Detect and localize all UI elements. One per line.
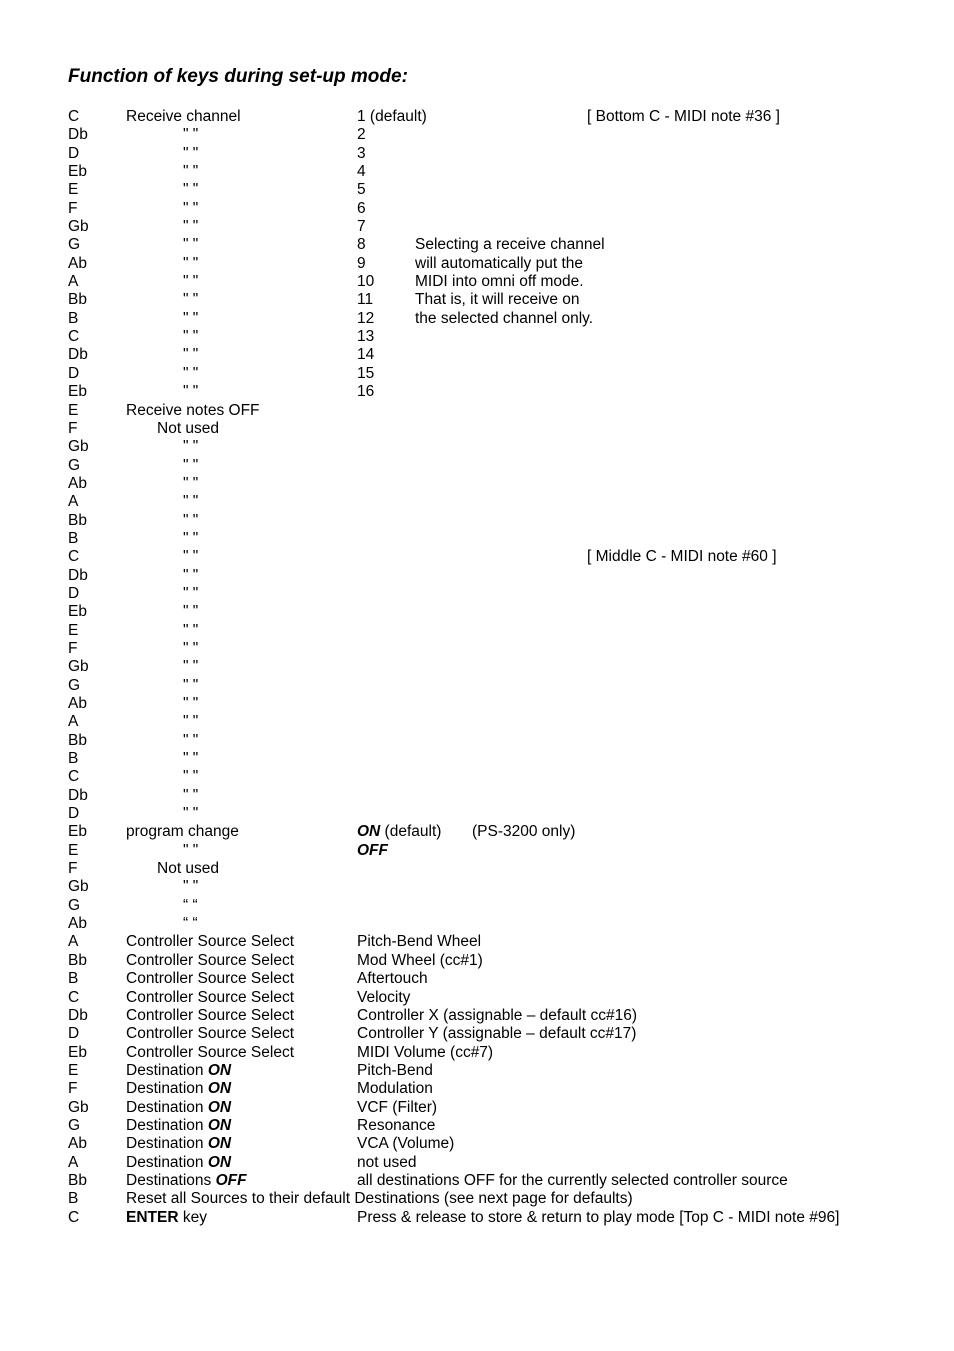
function-key-label: ENTER xyxy=(126,1208,179,1226)
key-name: C xyxy=(68,988,80,1006)
value-label: VCA (Volume) xyxy=(357,1135,455,1153)
function-label: Controller Source Select xyxy=(126,1006,294,1024)
value-label: 3 xyxy=(357,144,366,162)
table-row xyxy=(0,457,954,475)
key-name: Gb xyxy=(68,1098,89,1116)
table-row xyxy=(0,493,954,511)
key-name: G xyxy=(68,676,81,694)
table-row xyxy=(0,933,954,951)
function-state: ON xyxy=(207,1080,232,1098)
value-state: OFF xyxy=(357,841,388,859)
function-label: " " xyxy=(183,474,199,492)
key-name: Ab xyxy=(68,474,87,492)
table-row xyxy=(0,1025,954,1043)
function-label: " " xyxy=(183,163,199,181)
value-label: 16 xyxy=(357,383,375,401)
function-state: ON xyxy=(207,1153,232,1171)
function-label: " " xyxy=(183,328,199,346)
key-name: G xyxy=(68,896,81,914)
key-name: Ab xyxy=(68,915,87,933)
side-note: That is, it will receive on xyxy=(415,291,580,309)
key-name: F xyxy=(68,639,78,657)
table-row xyxy=(0,181,954,199)
value-label: 7 xyxy=(357,218,366,236)
key-name: F xyxy=(68,860,78,878)
key-name: Bb xyxy=(68,1171,87,1189)
key-name: B xyxy=(68,309,79,327)
table-row xyxy=(0,787,954,805)
function-label: " " xyxy=(183,529,199,547)
value-label: 2 xyxy=(357,126,366,144)
value-label: 11 xyxy=(357,291,374,309)
value-label: 13 xyxy=(357,328,375,346)
table-row xyxy=(0,328,954,346)
table-row xyxy=(0,713,954,731)
side-note: Selecting a receive channel xyxy=(415,236,605,254)
function-label: Controller Source Select xyxy=(126,988,294,1006)
function-state: OFF xyxy=(215,1171,247,1189)
function-label: " " xyxy=(183,273,199,291)
side-note: the selected channel only. xyxy=(415,309,594,327)
function-label: " " xyxy=(183,346,199,364)
table-row xyxy=(0,145,954,163)
function-label: " " xyxy=(183,438,199,456)
function-label: " " xyxy=(183,786,199,804)
function-label: " " xyxy=(183,658,199,676)
function-label: " " xyxy=(183,639,199,657)
value-label: 10 xyxy=(357,273,375,291)
key-name: E xyxy=(68,1061,79,1079)
value-note: (PS-3200 only) xyxy=(472,823,576,841)
function-label: " " xyxy=(183,621,199,639)
function-state: ON xyxy=(207,1135,232,1153)
function-label: " " xyxy=(183,199,199,217)
value-label: 9 xyxy=(357,254,366,272)
function-label: Controller Source Select xyxy=(126,1025,294,1043)
function-label: " " xyxy=(183,768,199,786)
table-row xyxy=(0,438,954,456)
table-row xyxy=(0,1080,954,1098)
table-row xyxy=(0,658,954,676)
table-row xyxy=(0,952,954,970)
table-row xyxy=(0,585,954,603)
function-label: " " xyxy=(183,511,199,529)
table-row xyxy=(0,640,954,658)
key-name: Ab xyxy=(68,1135,87,1153)
table-row xyxy=(0,1190,954,1208)
function-label: “ “ xyxy=(183,915,198,933)
function-label: " " xyxy=(183,291,199,309)
value-label: 12 xyxy=(357,309,375,327)
value-label: Pitch-Bend xyxy=(357,1061,433,1079)
key-name: B xyxy=(68,529,79,547)
table-row xyxy=(0,200,954,218)
side-note: MIDI into omni off mode. xyxy=(415,273,584,291)
key-name: Eb xyxy=(68,823,87,841)
key-name: C xyxy=(68,768,80,786)
key-name: B xyxy=(68,970,79,988)
function-label: Destinations OFF xyxy=(126,1171,247,1189)
table-row xyxy=(0,805,954,823)
table-row xyxy=(0,291,954,309)
table-row xyxy=(0,1062,954,1080)
key-name: C xyxy=(68,108,80,125)
function-label: Not used xyxy=(157,419,220,437)
table-row xyxy=(0,420,954,438)
function-label: ENTER key xyxy=(126,1208,207,1226)
table-row xyxy=(0,346,954,364)
table-row xyxy=(0,1044,954,1062)
function-label: " " xyxy=(183,731,199,749)
function-state: ON xyxy=(207,1098,232,1116)
table-row xyxy=(0,878,954,896)
function-label: Controller Source Select xyxy=(126,970,294,988)
key-name: Bb xyxy=(68,511,87,529)
key-name: Bb xyxy=(68,291,87,309)
key-name: G xyxy=(68,456,81,474)
table-row xyxy=(0,915,954,933)
value-label: Resonance xyxy=(357,1116,436,1134)
function-label: " " xyxy=(183,181,199,199)
key-name: D xyxy=(68,144,80,162)
function-label: " " xyxy=(183,548,199,566)
value-label: Press & release to store & return to play mode [Top C - MIDI note #96] xyxy=(357,1208,840,1226)
key-name: E xyxy=(68,841,79,859)
function-label: Destination ON xyxy=(126,1135,232,1153)
table-row xyxy=(0,126,954,144)
table-row xyxy=(0,603,954,621)
table-row xyxy=(0,512,954,530)
table-row xyxy=(0,1007,954,1025)
function-label: " " xyxy=(183,603,199,621)
key-name: Gb xyxy=(68,658,89,676)
table-row xyxy=(0,218,954,236)
key-name: G xyxy=(68,1116,81,1134)
table-row xyxy=(0,1135,954,1153)
function-label: " " xyxy=(183,676,199,694)
table-row xyxy=(0,823,954,841)
key-name: D xyxy=(68,364,80,382)
table-row xyxy=(0,622,954,640)
key-name: Ab xyxy=(68,254,87,272)
value-label: Controller Y (assignable – default cc#17) xyxy=(357,1025,637,1043)
value-label: all destinations OFF for the currently selected controller source xyxy=(357,1171,788,1189)
key-function-table xyxy=(0,108,954,1227)
value-label: Aftertouch xyxy=(357,970,428,988)
key-name: E xyxy=(68,181,79,199)
key-name: E xyxy=(68,401,79,419)
function-label: Not used xyxy=(157,860,220,878)
table-row xyxy=(0,273,954,291)
function-label: " " xyxy=(183,805,199,823)
key-name: F xyxy=(68,199,78,217)
key-name: F xyxy=(68,419,78,437)
function-label: " " xyxy=(183,218,199,236)
function-label: " " xyxy=(183,144,199,162)
table-row xyxy=(0,677,954,695)
table-row xyxy=(0,768,954,786)
key-name: Bb xyxy=(68,951,87,969)
function-label: Receive channel xyxy=(126,108,241,125)
table-row xyxy=(0,695,954,713)
table-row xyxy=(0,970,954,988)
table-row xyxy=(0,548,954,566)
key-name: A xyxy=(68,933,79,951)
midi-note-reference: [ Middle C - MIDI note #60 ] xyxy=(587,548,777,566)
key-name: B xyxy=(68,1190,79,1208)
value-label: 8 xyxy=(357,236,366,254)
value-label: 15 xyxy=(357,364,375,382)
table-row xyxy=(0,897,954,915)
value-label xyxy=(357,842,388,860)
key-name: F xyxy=(68,1080,78,1098)
table-row xyxy=(0,842,954,860)
key-name: Db xyxy=(68,566,88,584)
value-label: Modulation xyxy=(357,1080,433,1098)
function-label: Destination ON xyxy=(126,1080,232,1098)
page-title: Function of keys during set-up mode: xyxy=(68,66,408,87)
function-state: ON xyxy=(207,1061,232,1079)
value-label: 4 xyxy=(357,163,366,181)
function-label: " " xyxy=(183,364,199,382)
function-label: " " xyxy=(183,126,199,144)
value-label: ON (default) xyxy=(357,823,442,841)
key-name: Gb xyxy=(68,438,89,456)
key-name: Db xyxy=(68,126,88,144)
key-name: C xyxy=(68,548,80,566)
value-label: Pitch-Bend Wheel xyxy=(357,933,482,951)
function-label: Destination ON xyxy=(126,1153,232,1171)
table-row xyxy=(0,1154,954,1172)
key-name: C xyxy=(68,328,80,346)
function-label: " " xyxy=(183,841,199,859)
value-label: 6 xyxy=(357,199,366,217)
key-name: Eb xyxy=(68,163,87,181)
key-name: B xyxy=(68,750,79,768)
table-row xyxy=(0,475,954,493)
key-name: Ab xyxy=(68,695,87,712)
value-label: 1 (default) xyxy=(357,108,427,125)
function-label: " " xyxy=(183,309,199,327)
function-label: " " xyxy=(183,456,199,474)
key-name: A xyxy=(68,493,79,511)
key-name: Db xyxy=(68,786,88,804)
function-label: Destination ON xyxy=(126,1098,232,1116)
value-label: Controller X (assignable – default cc#16) xyxy=(357,1006,638,1024)
key-name: D xyxy=(68,584,80,602)
table-row xyxy=(0,365,954,383)
function-label: " " xyxy=(183,713,199,731)
function-label: " " xyxy=(183,566,199,584)
function-label: Controller Source Select xyxy=(126,951,294,969)
key-name: G xyxy=(68,236,81,254)
function-label: " " xyxy=(183,878,199,896)
function-label: " " xyxy=(183,493,199,511)
key-name: Db xyxy=(68,1006,88,1024)
value-label: 5 xyxy=(357,181,366,199)
table-row xyxy=(0,989,954,1007)
function-label: " " xyxy=(183,383,199,401)
key-name: Gb xyxy=(68,218,89,236)
key-name: E xyxy=(68,621,79,639)
key-name: D xyxy=(68,1025,80,1043)
midi-note-reference: [ Bottom C - MIDI note #36 ] xyxy=(587,108,780,125)
table-row xyxy=(0,567,954,585)
value-label: not used xyxy=(357,1153,417,1171)
key-name: C xyxy=(68,1208,80,1226)
value-label: MIDI Volume (cc#7) xyxy=(357,1043,494,1061)
value-state: ON xyxy=(357,823,381,841)
function-label: " " xyxy=(183,236,199,254)
table-row xyxy=(0,530,954,548)
function-label: " " xyxy=(183,750,199,768)
side-note: will automatically put the xyxy=(415,254,583,272)
table-row xyxy=(0,750,954,768)
function-label: " " xyxy=(183,584,199,602)
table-row xyxy=(0,310,954,328)
key-name: Db xyxy=(68,346,88,364)
function-label: program change xyxy=(126,823,239,841)
table-row xyxy=(0,383,954,401)
table-row xyxy=(0,860,954,878)
function-label: Controller Source Select xyxy=(126,933,294,951)
table-row xyxy=(0,236,954,254)
function-label: Destination ON xyxy=(126,1061,232,1079)
function-label: Controller Source Select xyxy=(126,1043,294,1061)
table-row xyxy=(0,402,954,420)
function-label: Receive notes OFF xyxy=(126,401,260,419)
key-name: Bb xyxy=(68,731,87,749)
table-row xyxy=(0,1099,954,1117)
key-name: A xyxy=(68,1153,79,1171)
function-label: Destination ON xyxy=(126,1116,232,1134)
table-row xyxy=(0,255,954,273)
key-name: Eb xyxy=(68,1043,87,1061)
table-row xyxy=(0,732,954,750)
key-name: D xyxy=(68,805,80,823)
table-row xyxy=(0,1209,954,1227)
table-row xyxy=(0,108,954,126)
function-state: ON xyxy=(207,1116,232,1134)
function-label: “ “ xyxy=(183,896,198,914)
key-name: Eb xyxy=(68,383,87,401)
value-label: VCF (Filter) xyxy=(357,1098,438,1116)
key-name: Eb xyxy=(68,603,87,621)
key-name: A xyxy=(68,713,79,731)
function-label: " " xyxy=(183,695,199,712)
table-row xyxy=(0,1117,954,1135)
function-label: " " xyxy=(183,254,199,272)
function-label: Reset all Sources to their default Destinations (see next page for defaults) xyxy=(126,1190,633,1208)
table-row xyxy=(0,163,954,181)
key-name: Gb xyxy=(68,878,89,896)
value-label: Velocity xyxy=(357,988,411,1006)
value-label: Mod Wheel (cc#1) xyxy=(357,951,483,969)
table-row xyxy=(0,1172,954,1190)
key-name: A xyxy=(68,273,79,291)
value-label: 14 xyxy=(357,346,375,364)
